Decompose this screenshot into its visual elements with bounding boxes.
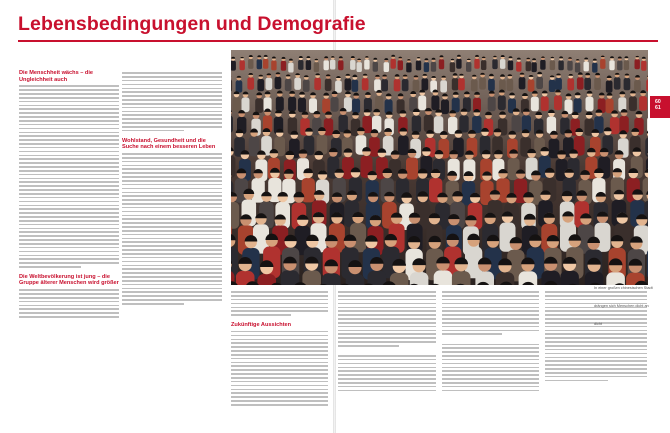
body-text-lines [442, 344, 539, 392]
text-column-5 [442, 289, 539, 409]
text-column-2 [122, 70, 222, 414]
body-text-lines [338, 291, 436, 346]
section-heading-young-population: Die Weltbevölkerung ist jung – die Gruppe älterer Menschen wird größer [19, 273, 119, 287]
body-text-lines [231, 291, 328, 316]
body-text-lines [122, 72, 222, 131]
text-column-1 [19, 70, 119, 414]
body-text-lines [122, 153, 222, 305]
photo-caption [594, 276, 654, 326]
section-heading-growth: Die Menschheit wächs – die Ungleichheit auch [19, 70, 93, 83]
crowd-illustration [231, 50, 648, 285]
text-column-4 [338, 289, 436, 409]
title-rule [18, 40, 658, 42]
body-text-lines [19, 85, 119, 267]
photo-caption-text: In einer großen chinesischen Stadt drängen sich Menschen dicht an dicht [594, 286, 653, 326]
page-title: Lebensbedingungen und Demografie [18, 13, 366, 35]
body-text-lines [338, 355, 436, 391]
section-heading-outlook: Zukünftige Aussichten [231, 322, 292, 329]
page-number-badge [650, 96, 670, 118]
body-text-lines [19, 289, 119, 318]
text-column-3 [231, 289, 328, 409]
section-heading-wealth: Wohlstand, Gesundheit und die Suche nach einem besseren Leben [122, 137, 216, 151]
page-numbers: 60 61 [655, 99, 661, 111]
body-text-lines [231, 331, 328, 406]
body-text-lines [442, 291, 539, 335]
crowd-photo [231, 50, 648, 285]
